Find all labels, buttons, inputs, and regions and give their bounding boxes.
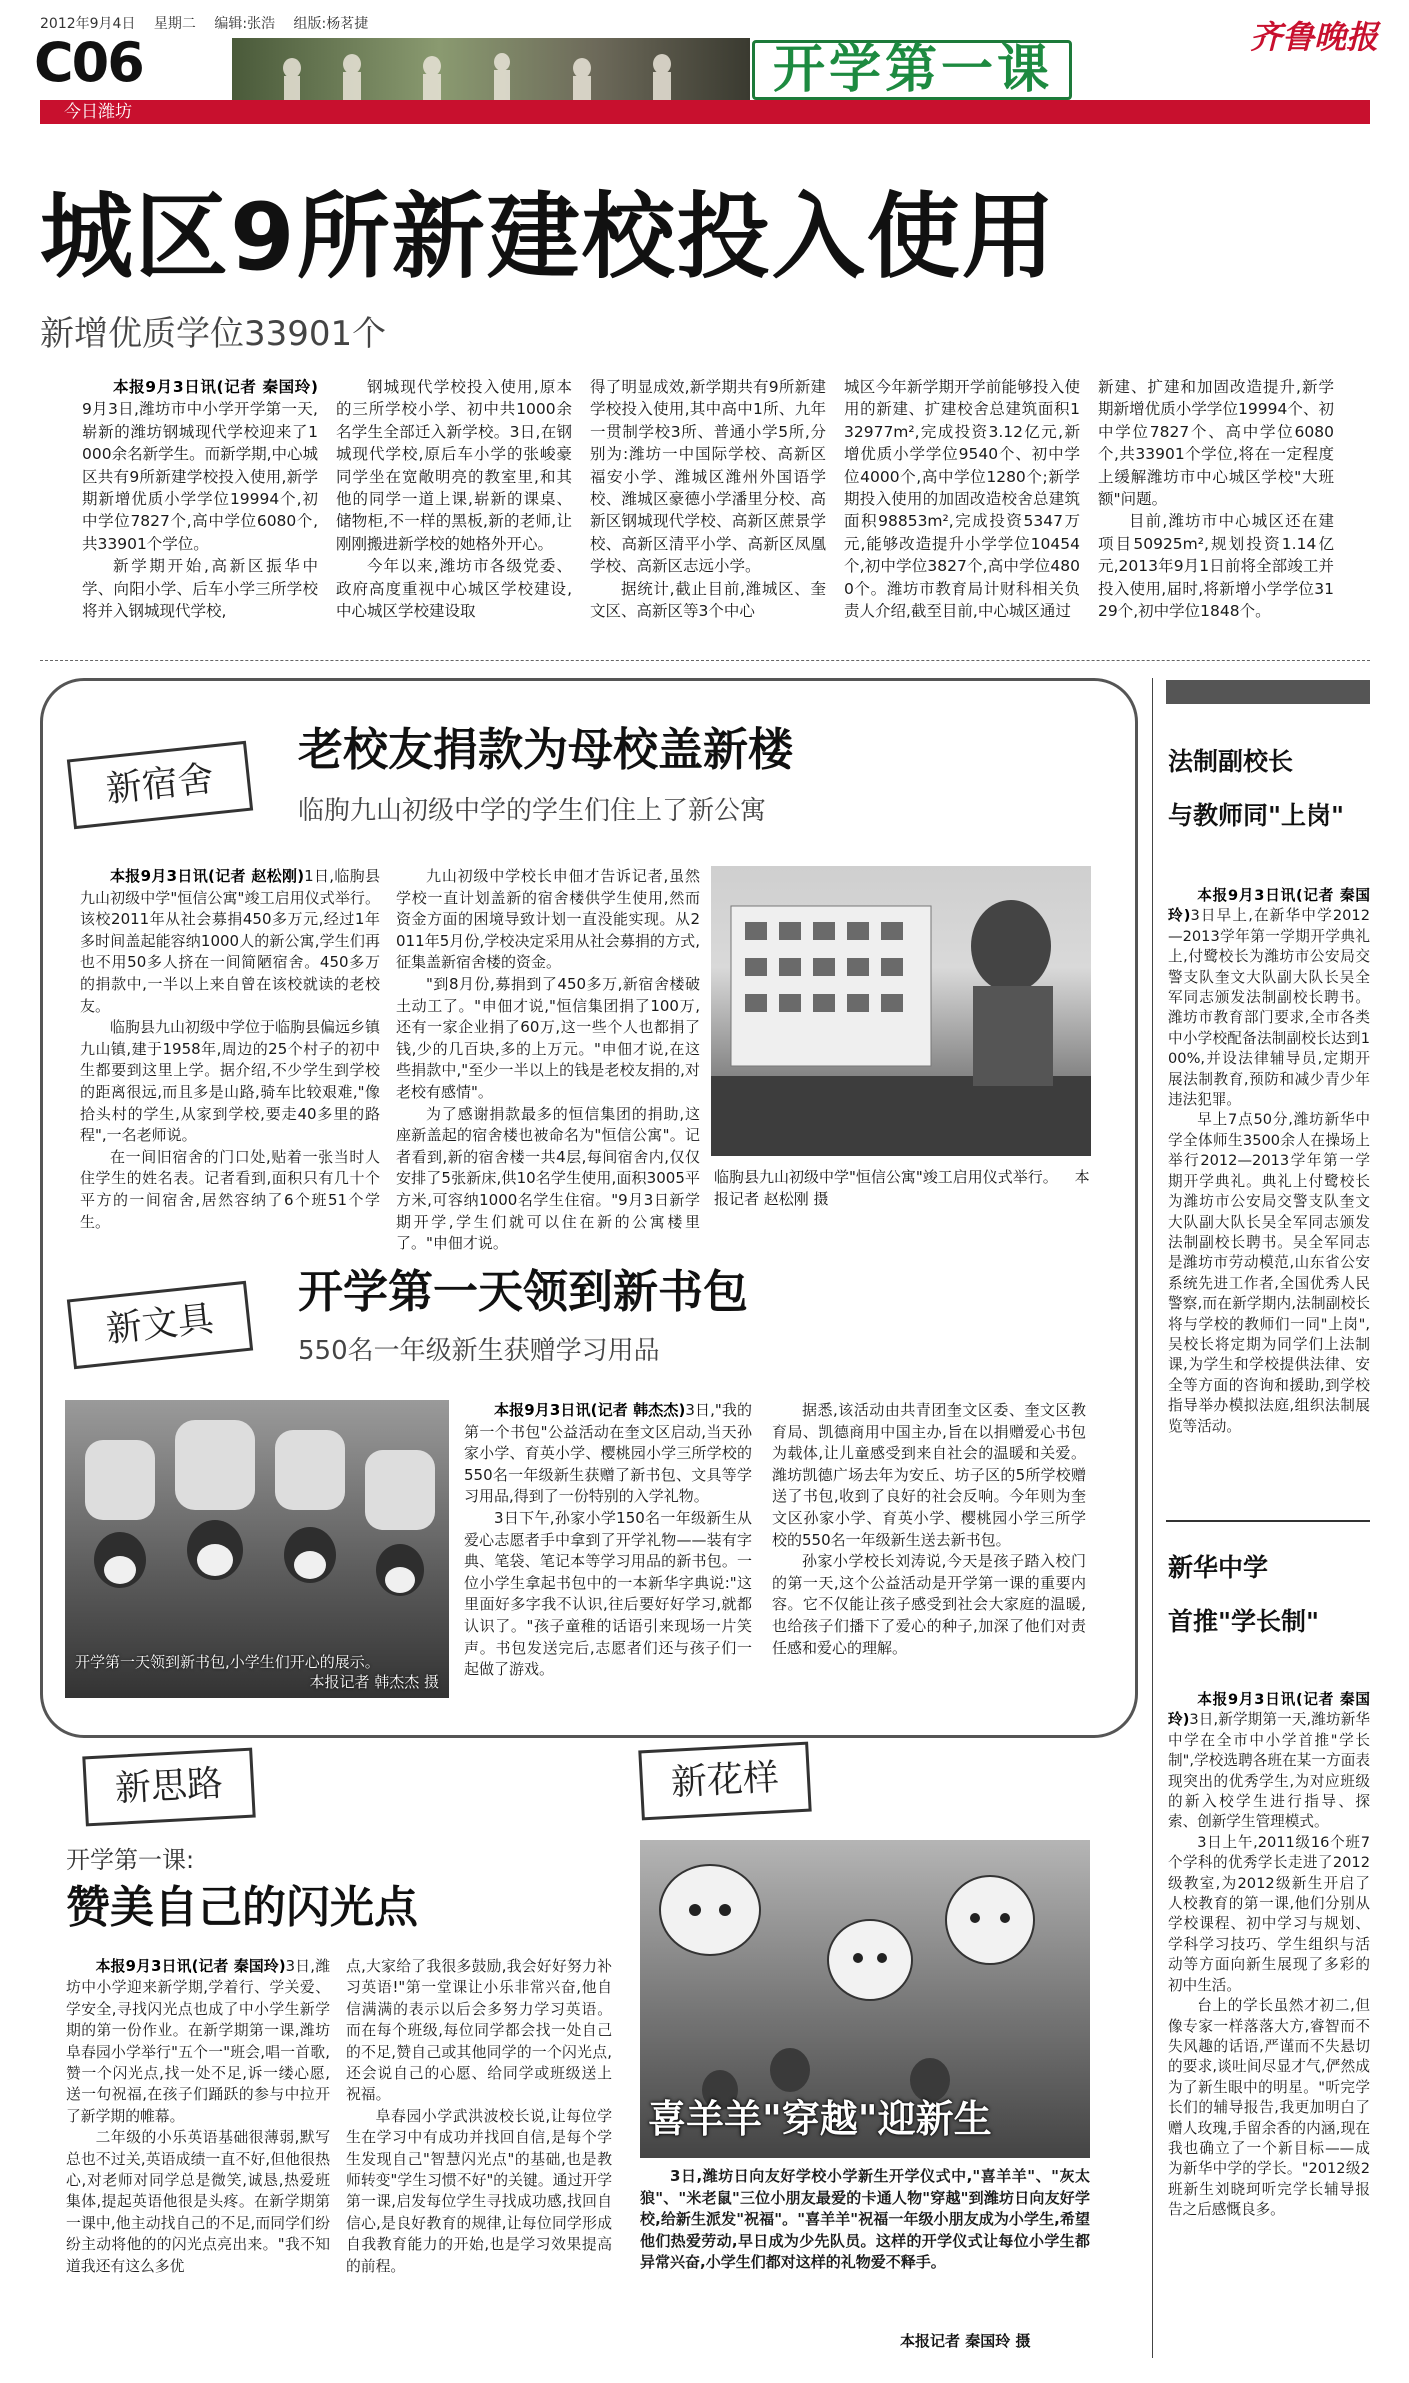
supplies-col-1	[464, 1400, 752, 1708]
mascot-photo	[640, 1840, 1090, 2158]
lead-subheadline: 新增优质学位33901个	[40, 314, 387, 354]
supplies-col2-text: 据悉,该活动由共青团奎文区委、奎文区教育局、凯德商用中国主办,旨在以捐赠爱心书包为载体,让儿童感受到来自社会的温暖和关爱。潍坊凯德广场去年为安丘、坊子区的5所学校赠送了书包,收到了良好的社会反响。今年则为奎文区孙家小学、育英小学、樱桃园小学三所学校的550名一年级新生送去新书包。	[772, 1401, 1086, 1549]
sidebar-story-2	[1168, 1690, 1370, 2366]
sidebar-byline-1: 本报9月3日讯(记者 秦国玲)	[1168, 887, 1370, 925]
dorm-col2b-text: "到8月份,募捐到了450多万,新宿舍楼破土动工了。"申佃才说,"恒信集团捐了100万,还有一家企业捐了60万,这一些个人也都捐了钱,少的几百块,多的上万元。"申佃才说,在这些捐款中,"至少一半以上的钱是老校友捐的,对老校有感情"。	[396, 974, 700, 1101]
banner-title: 开学第一课	[772, 40, 1053, 100]
praise-col-1	[66, 1956, 330, 2361]
supplies-col2b-text: 孙家小学校长刘涛说,今天是孩子踏入校门的第一天,这个公益活动是开学第一课的重要内容。它不仅能让孩子感受到社会大家庭的温暖,也给孩子们播下了爱心的种子,加深了他们对责任感和爱心的理解。	[772, 1552, 1086, 1657]
dorm-col1c-text: 在一间旧宿舍的门口处,贴着一张当时人住学生的姓名表。记者看到,面积只有几十个平方的一间宿舍,居然容纳了6个班51个学生。	[80, 1147, 380, 1231]
tag-praise: 新思路	[82, 1748, 255, 1827]
lead-col-1	[82, 376, 318, 646]
page-code: C06	[34, 31, 143, 94]
supplies-col1-text: 3日,"我的第一个书包"公益活动在奎文区启动,当天孙家小学、育英小学、樱桃园小学三所学校的550名一年级新生获赠了新书包、文具等学习用品,得到了一份特别的入学礼物。	[464, 1401, 752, 1506]
sidebar-rule	[1166, 1520, 1370, 1522]
section-bar	[40, 100, 1370, 124]
dorm-col-1	[80, 866, 380, 1236]
sidebar-title-2b: 首推"学长制"	[1168, 1607, 1320, 1636]
sidebar-top-bar	[1166, 680, 1370, 704]
praise-col1-text: 3日,潍坊中小学迎来新学期,学着行、学关爱、学安全,寻找闪光点也成了中小学生新学期的第一份作业。在新学期第一课,潍坊阜春园小学举行"五个一"班会,唱一首歌,赞一个闪光点,找一处不足,诉一缕心愿,送一句祝福,在孩子们踊跃的参与中拉开了新学期的帷幕。	[66, 1958, 330, 2125]
supplies-photo-credit: 本报记者 韩杰杰 摄	[309, 1673, 439, 1691]
dorm-subheadline: 临朐九山初级中学的学生们住上了新公寓	[298, 796, 767, 826]
lead-col2-text: 钢城现代学校投入使用,原本的三所学校小学、初中共1000余名学生全部迁入新学校。3日,在钢城现代学校,原后车小学的张峻豪同学坐在宽敞明亮的教室里,和其他的同学一道上课,崭新的课桌、储物柜,不一样的黑板,新的老师,让刚刚搬进新学校的她格外开心。	[336, 378, 572, 553]
dorm-photo	[711, 866, 1091, 1156]
lead-col-2	[336, 376, 572, 646]
tag-mascot: 新花样	[638, 1742, 811, 1821]
supplies-byline: 本报9月3日讯(记者 韩杰杰)	[494, 1401, 686, 1419]
mascot-credit: 本报记者 秦国玲 摄	[900, 2332, 1031, 2350]
supplies-subheadline: 550名一年级新生获赠学习用品	[298, 1336, 660, 1366]
praise-kicker: 开学第一课:	[66, 1846, 195, 1874]
dorm-col1b-text: 临朐县九山初级中学位于临朐县偏远乡镇九山镇,建于1958年,周边的25个村子的初中生都要到这里上学。据介绍,不少学生到学校的距离很远,而且多是山路,骑车比较艰难,"像拾头村的学生,从家到学校,要走40多里的路程",一名老师说。	[80, 1018, 381, 1145]
sidebar-s2-text: 3日,新学期第一天,潍坊新华中学在全市中小学首推"学长制",学校选聘各班在某一方面表现突出的优秀学生,为对应班级的新入校学生进行指导、探索、创新学生管理模式。	[1168, 1711, 1370, 1831]
header-meta	[40, 13, 368, 33]
layout-credit: 组版:杨茗捷	[293, 16, 369, 32]
praise-col-2	[346, 1956, 612, 2361]
header-photo-crowd	[232, 38, 750, 100]
sidebar-s2b-text: 3日上午,2011级16个班7个学科的优秀学长走进了2012级教室,为2012级新生开启了人校教育的第一课,他们分别从学校课程、初中学习与规划、学科学习技巧、学生组织与活动等方面向新生展现了多彩的初中生活。	[1168, 1833, 1370, 1994]
dorm-photo-credit: 本报记者 赵松刚 摄	[714, 1168, 1090, 1208]
tag-dorm: 新宿舍	[67, 741, 253, 829]
lead-col-4	[844, 376, 1080, 646]
lead-col3-text: 得了明显成效,新学期共有9所新建学校投入使用,其中高中1所、九年一贯制学校3所、普通小学5所,分别为:潍坊一中国际学校、高新区福安小学、潍城区潍州外国语学校、潍城区豪德小学潘里分校、高新区钢城现代学校、高新区蔗景学校、高新区清平小学、高新区凤凰学校、高新区志远小学。	[590, 378, 826, 576]
praise-col2-text: 点,大家给了我很多鼓励,我会好好努力补习英语!"第一堂课让小乐非常兴奋,他自信满满的表示以后会多努力学习英语。而在每个班级,每位同学都会找一处自己的不足,赞自己或其他同学的一个闪光点,还会说自己的心愿、给同学或班级送上祝福。	[346, 1958, 612, 2104]
sidebar-s2c-text: 台上的学长虽然才初二,但像专家一样落落大方,睿智而不失风趣的话语,严谨而不失悬切的要求,谈吐间尽显才气,俨然成为了新生眼中的明星。"听完学长们的辅导报告,我更加明白了赠人玫瑰,手留余香的内涵,现在我也确立了一个新目标——成为新华中学的学长。"2012级2班新生刘晓珂听完学长辅导报告之后感慨良多。	[1168, 1997, 1370, 2219]
dorm-col2-text: 九山初级中学校长申佃才告诉记者,虽然学校一直计划盖新的宿舍楼供学生使用,然而资金方面的困境导致计划一直没能实现。从2011年5月份,学校决定采用从社会募捐的方式,征集盖新宿舍楼的资金。	[396, 867, 700, 972]
sidebar-byline-2: 本报9月3日讯(记者 秦国玲)	[1168, 1691, 1370, 1729]
supplies-headline: 开学第一天领到新书包	[298, 1265, 749, 1318]
dorm-headline: 老校友捐款为母校盖新楼	[298, 723, 794, 776]
section-label: 今日潍坊	[64, 102, 132, 122]
sidebar-title-2	[1168, 1546, 1319, 1644]
lead-col2b-text: 今年以来,潍坊市各级党委、政府高度重视中心城区学校建设,中心城区学校建设取	[336, 557, 572, 621]
masthead-logo: 齐鲁晚报	[1250, 18, 1379, 56]
sidebar-title-1b: 与教师同"上岗"	[1168, 801, 1345, 830]
crowd-illustration	[232, 38, 750, 100]
praise-col2b-text: 阜春园小学武洪波校长说,让每位学生在学习中有成功并找回自信,是每个学生发现自己"智慧闪光点"的基础,也是教师转变"学生习惯不好"的关键。通过开学第一课,启发每位学生寻找成功感,找回自信心,是良好教育的规律,让每位同学形成自我教育能力的开始,也是学习效果提高的前程。	[346, 2107, 612, 2275]
supplies-photo	[65, 1400, 449, 1698]
mascot-caption-text: 3日,潍坊日向友好学校小学新生开学仪式中,"喜羊羊"、"灰太狼"、"米老鼠"三位小朋友最爱的卡通人物"穿越"到潍坊日向友好学校,给新生派发"祝福"。"喜羊羊"祝福一年级小朋友成为小学生,希望他们热爱劳动,早日成为少先队员。这样的开学仪式让每位小学生都异常兴奋,小学生们都对这样的礼物爱不释手。	[640, 2167, 1090, 2272]
lead-col3b-text: 据统计,截止目前,潍城区、奎文区、高新区等3个中心	[590, 579, 826, 621]
supplies-col1b-text: 3日下午,孙家小学150名一年级新生从爱心志愿者手中拿到了开学礼物——装有字典、笔袋、笔记本等学习用品的新书包。一位小学生拿起书包中的一本新华字典说:"这里面好多字我不认识,往后要好好学习,就都认识了。"孩子童稚的话语引来现场一片笑声。书包发送完后,志愿者们还与孩子们一起做了游戏。	[464, 1508, 752, 1679]
lead-headline: 城区9所新建校投入使用	[40, 183, 1057, 291]
dorm-caption-text: 临朐县九山初级中学"恒信公寓"竣工启用仪式举行。	[714, 1168, 1058, 1186]
issue-weekday: 星期二	[153, 16, 196, 32]
supplies-photo-overlay	[65, 1652, 449, 1692]
lead-divider	[40, 660, 1370, 661]
sidebar-divider	[1152, 678, 1153, 2358]
lead-col4-text: 城区今年新学期开学前能够投入使用的新建、扩建校舍总建筑面积132977m²,完成投资3.12亿元,新增优质小学学位9540个、初中学位4000个,高中学位1280个;新学期投入使用的加固改造校舍总建筑面积98853m²,完成投资5347万元,能够改造提升小学学位10454个,初中学位3827个,高中学位4800个。潍坊市教育局计财科相关负责人介绍,截至目前,中心城区通过	[844, 378, 1080, 621]
praise-headline: 赞美自己的闪光点	[66, 1882, 418, 1933]
mascot-caption	[640, 2166, 1090, 2316]
sidebar-s1b-text: 早上7点50分,潍坊新华中学全体师生3500余人在操场上举行2012—2013学年第一学期开学典礼。典礼上付鹭校长为潍坊市公安局交警支队奎文大队副大队长吴全军同志颁发法制副校长聘书。吴全军同志是潍坊市劳动模范,山东省公安系统先进工作者,全国优秀人民警察,而在新学期内,法制副校长将与学校的教师们一同"上岗",吴校长将定期为同学们上法制课,为学生和学校提供法律、安全等方面的咨询和援助,到学校指导举办模拟法庭,组织法制展览等活动。	[1168, 1111, 1370, 1435]
dorm-byline: 本报9月3日讯(记者 赵松刚)	[110, 867, 305, 885]
lead-col5-text: 新建、扩建和加固改造提升,新学期新增优质小学学位19994个、初中学位7827个、高中学位6080个,共33901个学位,将在一定程度上缓解潍坊市中心城区学校"大班额"问题。	[1098, 378, 1334, 509]
lead-col1b-text: 新学期开始,高新区振华中学、向阳小学、后车小学三所学校将并入钢城现代学校,	[82, 557, 318, 621]
dorm-photo-caption	[714, 1166, 1090, 1210]
editor-credit: 编辑:张浩	[214, 16, 276, 32]
praise-byline: 本报9月3日讯(记者 秦国玲)	[95, 1958, 286, 1975]
sidebar-s1-text: 3日早上,在新华中学2012—2013学年第一学期开学典礼上,付鹭校长为潍坊市公安局交警支队奎文大队副大队长吴全军同志颁发法制副校长聘书。潍坊市教育部门要求,全市各类中小学校配备法制副校长达到100%,并设法律辅导员,定期开展法制教育,预防和减少青少年违法犯罪。	[1168, 907, 1370, 1109]
dorm-col1-text: 1日,临朐县九山初级中学"恒信公寓"竣工启用仪式举行。该校2011年从社会募捐450多万元,经过1年多时间盖起能容纳1000人的新公寓,学生们再也不用50多人挤在一间简陋宿舍。450多万的捐款中,一半以上来自曾在该校就读的老校友。	[80, 867, 380, 1015]
lead-col5b-text: 目前,潍坊市中心城区还在建项目50925m²,规划投资1.14亿元,2013年9月1日前将全部竣工并投入使用,届时,将新增小学学位3129个,初中学位1848个。	[1098, 512, 1334, 621]
supplies-col-2	[772, 1400, 1086, 1708]
mascot-photo-title: 喜羊羊"穿越"迎新生	[648, 2097, 992, 2141]
sidebar-title-1	[1168, 740, 1344, 838]
supplies-caption-text: 开学第一天领到新书包,小学生们开心的展示。	[75, 1653, 380, 1671]
issue-date: 2012年9月4日	[40, 16, 136, 32]
lead-col1-text: 9月3日,潍坊市中小学开学第一天,崭新的潍坊钢城现代学校迎来了1000余名新学生。而新学期,中心城区共有9所新建学校投入使用,新学期新增优质小学学位19994个,初中学位7827个,高中学位6080个,共33901个学位。	[82, 400, 319, 553]
tag-supplies: 新文具	[67, 1281, 253, 1369]
dorm-col2c-text: 为了感谢捐款最多的恒信集团的捐助,这座新盖起的宿舍楼也被命名为"恒信公寓"。记者看到,新的宿舍楼一共4层,每间宿舍内,仅仅安排了5张新床,供10名学生使用,面积3005平方米,可容纳1000名学生住宿。"9月3日新学期开学,学生们就可以住在新的公寓楼里了。"申佃才说。	[396, 1104, 700, 1253]
lead-col-3	[590, 376, 826, 646]
dorm-building-illustration	[711, 866, 1091, 1156]
sidebar-title-1a: 法制副校长	[1168, 747, 1294, 776]
sidebar-title-2a: 新华中学	[1168, 1553, 1269, 1582]
dorm-col-2	[396, 866, 700, 1253]
sidebar-story-1	[1168, 886, 1370, 1546]
lead-col-5	[1098, 376, 1334, 646]
lead-byline: 本报9月3日讯(记者 秦国玲)	[113, 378, 318, 396]
praise-col1b-text: 二年级的小乐英语基础很薄弱,默写总也不过关,英语成绩一直不好,但他很热心,对老师对同学总是微笑,诚恳,热爱班集体,提起英语他很是头疼。在新学期第一课中,他主动找自己的不足,而同学们纷纷主动将他的的闪光点亮出来。"我不知道我还有这么多优	[66, 2129, 330, 2275]
